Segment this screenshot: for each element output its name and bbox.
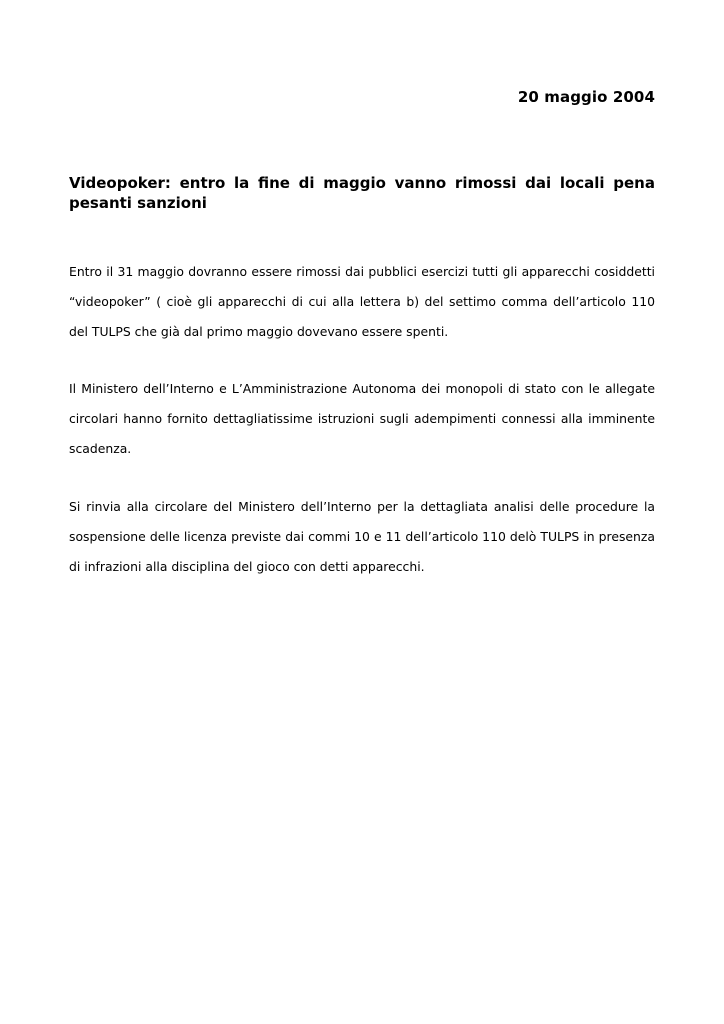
paragraph-1: Entro il 31 maggio dovranno essere rimossi dai pubblici esercizi tutti gli apparecchi cosiddetti “videopoker” ( cioè gli apparecchi di cui alla lettera b) del settimo comma dell’articolo 110 del TULPS che già dal primo maggio dovevano essere spenti.	[69, 264, 655, 339]
document-date: 20 maggio 2004	[517, 88, 655, 106]
document-title: Videopoker: entro la fine di maggio vanno rimossi dai locali pena pesanti sanzioni	[69, 174, 655, 212]
paragraph-2: Il Ministero dell’Interno e L’Amministrazione Autonoma dei monopoli di stato con le allegate circolari hanno fornito dettagliatissime istruzioni sugli adempimenti connessi alla imminente scadenza.	[69, 381, 655, 456]
paragraph-3: Si rinvia alla circolare del Ministero dell’Interno per la dettagliata analisi delle procedure la sospensione delle licenza previste dai commi 10 e 11 dell’articolo 110 delò TULPS in presenza di infrazioni alla disciplina del gioco con detti apparecchi.	[69, 499, 655, 574]
